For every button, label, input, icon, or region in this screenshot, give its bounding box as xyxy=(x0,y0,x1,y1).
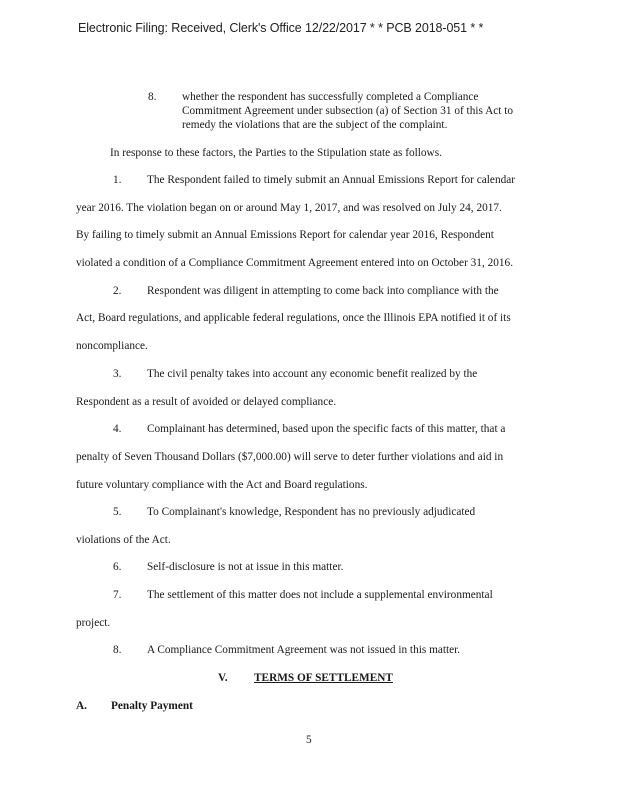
item-line: year 2016. The violation began on or around May 1, 2017, and was resolved on July 24, 2017. xyxy=(76,202,502,214)
section-title: TERMS OF SETTLEMENT xyxy=(254,672,393,684)
item-number: 5. xyxy=(113,506,122,518)
factor-number: 8. xyxy=(148,91,157,103)
item-number: 3. xyxy=(113,368,122,380)
factor-line: remedy the violations that are the subject of the complaint. xyxy=(182,119,448,131)
page-number: 5 xyxy=(306,734,312,746)
item-line: violations of the Act. xyxy=(76,534,171,546)
item-number: 4. xyxy=(113,423,122,435)
item-number: 8. xyxy=(113,644,122,656)
item-line: Self-disclosure is not at issue in this matter. xyxy=(147,561,344,573)
item-number: 1. xyxy=(113,174,122,186)
factor-line: Commitment Agreement under subsection (a) of Section 31 of this Act to xyxy=(182,105,514,117)
item-line: By failing to timely submit an Annual Emissions Report for calendar year 2016, Respondent xyxy=(76,229,494,241)
item-line: Respondent as a result of avoided or delayed compliance. xyxy=(76,396,337,408)
item-line: Complainant has determined, based upon the specific facts of this matter, that a xyxy=(147,423,506,435)
item-number: 7. xyxy=(113,589,122,601)
item-line: project. xyxy=(76,617,111,629)
intro-paragraph: In response to these factors, the Parties to the Stipulation state as follows. xyxy=(110,147,442,159)
item-line: The settlement of this matter does not include a supplemental environmental xyxy=(147,589,493,601)
section-number: V. xyxy=(218,672,228,684)
item-line: penalty of Seven Thousand Dollars ($7,000.00) will serve to deter further violations and aid in xyxy=(76,451,504,463)
item-line: The civil penalty takes into account any economic benefit realized by the xyxy=(147,368,478,380)
item-line: The Respondent failed to timely submit an Annual Emissions Report for calendar xyxy=(147,174,516,186)
item-number: 2. xyxy=(113,285,122,297)
subsection-letter: A. xyxy=(76,700,87,712)
item-line: Respondent was diligent in attempting to come back into compliance with the xyxy=(147,285,499,297)
item-line: A Compliance Commitment Agreement was not issued in this matter. xyxy=(147,644,461,656)
filing-stamp-header: Electronic Filing: Received, Clerk's Office 12/22/2017 * * PCB 2018-051 * * xyxy=(78,21,484,35)
factor-line: whether the respondent has successfully completed a Compliance xyxy=(182,91,479,103)
item-line: To Complainant's knowledge, Respondent has no previously adjudicated xyxy=(147,506,476,518)
subsection-title: Penalty Payment xyxy=(111,700,193,712)
item-line: violated a condition of a Compliance Commitment Agreement entered into on October 31, 2016. xyxy=(76,257,514,269)
item-number: 6. xyxy=(113,561,122,573)
item-line: future voluntary compliance with the Act and Board regulations. xyxy=(76,479,368,491)
item-line: Act, Board regulations, and applicable federal regulations, once the Illinois EPA notified it of its xyxy=(76,312,511,324)
item-line: noncompliance. xyxy=(76,340,148,352)
